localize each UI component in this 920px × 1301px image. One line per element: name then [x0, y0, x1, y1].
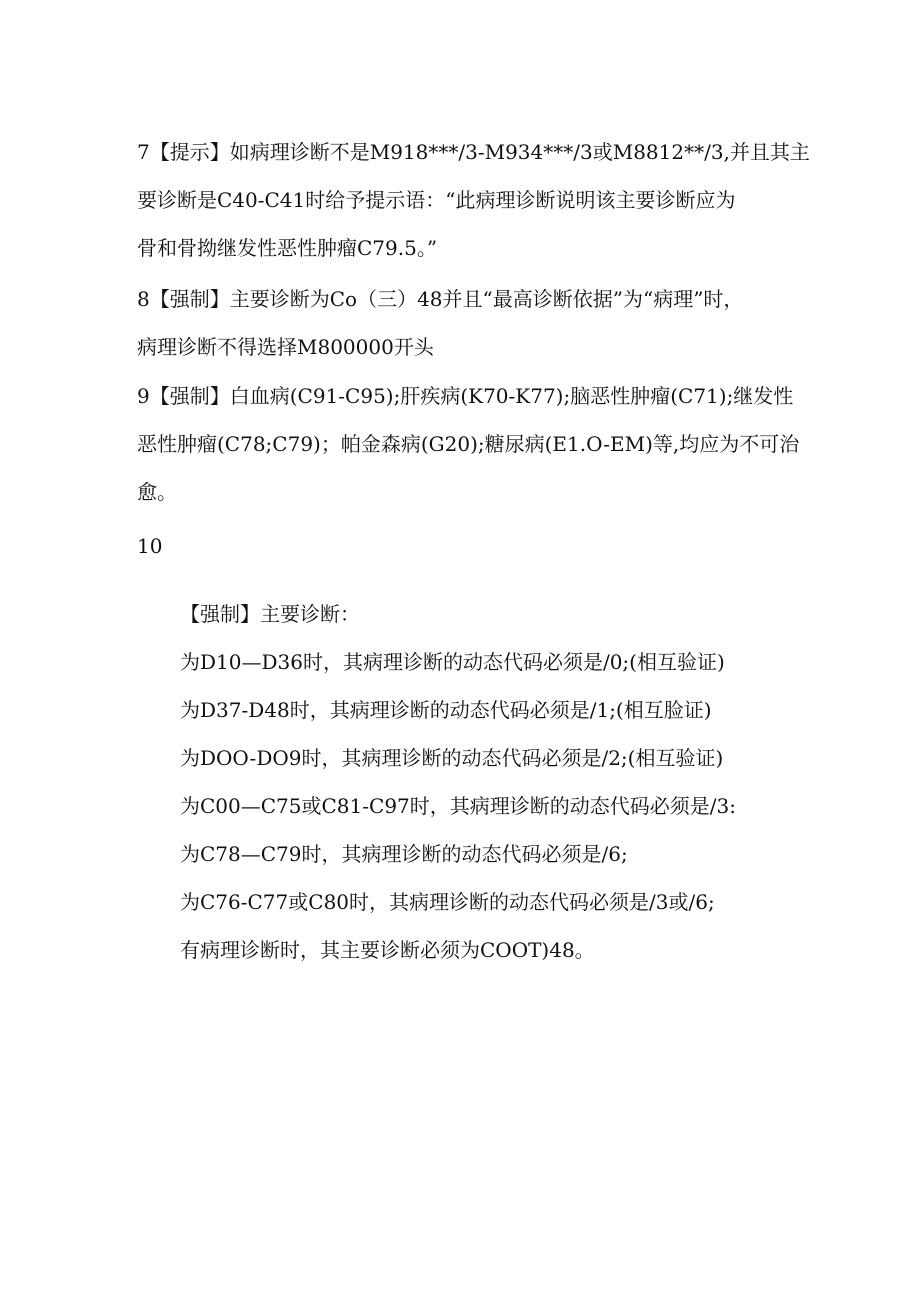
rule-item-10-line: 有病理诊断时，其主要诊断必须为COOT)48。	[180, 938, 595, 962]
rule-item-8-line-2: 病理诊断不得选择M800000开头	[137, 335, 434, 359]
rule-item-9-line-1: 9【强制】白血病(C91-C95);肝疾病(K70-K77);脑恶性肿瘤(C71);继发性	[137, 384, 794, 408]
rule-item-10-line: 为D10—D36时，其病理诊断的动态代码必须是/0;(相互验证)	[180, 650, 725, 674]
rule-item-7-line-1: 7【提示】如病理诊断不是M918***/3-M934***/3或M8812**/3,并且其主	[137, 140, 810, 164]
rule-item-10-list	[180, 638, 736, 974]
rule-item-10-line: 为C76-C77或C80时，其病理诊断的动态代码必须是/3或/6;	[180, 890, 715, 914]
rule-item-10-number: 10	[137, 534, 163, 558]
rule-item-9-line-2: 恶性肿瘤(C78;C79)；帕金森病(G20);糖尿病(E1.O-EM)等,均应为不可治	[137, 432, 800, 456]
rule-item-9	[137, 372, 800, 516]
rule-item-9-line-3: 愈。	[137, 480, 177, 504]
rule-item-7-line-2: 要诊断是C40-C41时给予提示语：“此病理诊断说明该主要诊断应为	[137, 188, 736, 212]
rule-item-8-line-1: 8【强制】主要诊断为Co（三）48并且“最高诊断依据”为“病理”时，	[137, 287, 744, 311]
rule-item-8	[137, 275, 797, 371]
rule-item-10-line: 为C00—C75或C81-C97时，其病理诊断的动态代码必须是/3:	[180, 794, 736, 818]
rule-item-10-line: 为D37-D48时，其病理诊断的动态代码必须是/1;(相互脸证)	[180, 698, 712, 722]
rule-item-10-heading: 【强制】主要诊断：	[180, 602, 360, 626]
rule-item-10-line: 为DOO-DO9时，其病理诊断的动态代码必须是/2;(相互验证)	[180, 746, 724, 770]
rule-item-10-line: 为C78—C79时，其病理诊断的动态代码必须是/6;	[180, 842, 628, 866]
rule-item-7	[137, 128, 810, 272]
rule-item-7-line-3: 骨和骨拗继发性恶性肿瘤C79.5。”	[137, 236, 438, 260]
